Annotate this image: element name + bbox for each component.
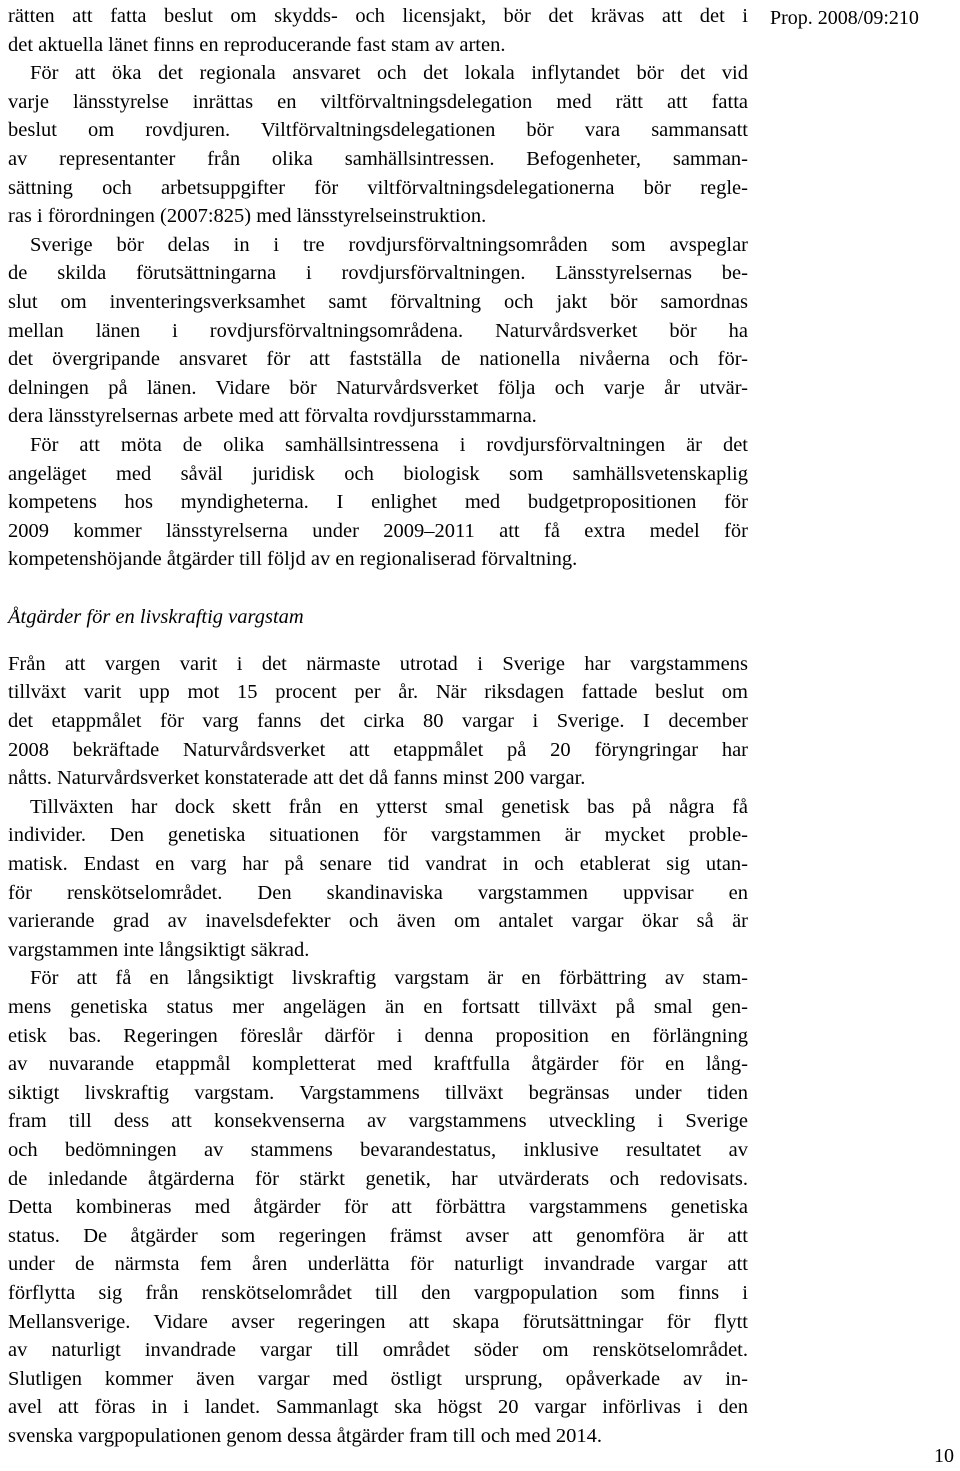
text-line: avel att föras in i landet. Sammanlagt ska högst 20 vargar införlivas i den <box>8 1396 748 1419</box>
text-line: mellan länen i rovdjursförvaltningsområdena. Naturvårdsverket bör ha <box>8 319 748 342</box>
text-line: För att få en långsiktigt livskraftig vargstam är en förbättring av stam- <box>30 967 748 990</box>
text-line: matisk. Endast en varg har på senare tid vandrat in och etablerat sig utan- <box>8 853 748 876</box>
text-line: För att möta de olika samhällsintressena i rovdjursförvaltningen är det <box>30 433 748 456</box>
text-line: förflytta sig från renskötselområdet till den vargpopulation som finns i <box>8 1281 748 1304</box>
text-line: svenska vargpopulationen genom dessa åtgärder fram till och med 2014. <box>8 1424 602 1447</box>
text-line: och bedömningen av stammens bevarandestatus, inklusive resultatet av <box>8 1138 748 1161</box>
text-line: rätten att fatta beslut om skydds- och licensjakt, bör det krävas att det i <box>8 5 748 27</box>
text-line: fram till dess att konsekvenserna av vargstammens utveckling i Sverige <box>8 1110 748 1133</box>
text-line: vargstammen inte långsiktigt säkrad. <box>8 938 310 961</box>
text-line: det etappmålet för varg fanns det cirka 80 vargar i Sverige. I december <box>8 710 748 733</box>
text-line: de inledande åtgärderna för stärkt genetik, har utvärderats och redovisats. <box>8 1167 748 1190</box>
text-line: Mellansverige. Vidare avser regeringen att skapa förutsättningar för flytt <box>8 1310 748 1333</box>
text-line: det övergripande ansvaret för att fastställa de nationella nivåerna och för- <box>8 348 748 371</box>
text-line: Tillväxten har dock skett från en ytterst smal genetisk bas på några få <box>30 795 748 818</box>
section-heading: Åtgärder för en livskraftig vargstam <box>8 605 304 628</box>
text-line: angeläget med såväl juridisk och biologisk som samhällsvetenskaplig <box>8 462 748 485</box>
text-line: tillväxt varit upp mot 15 procent per år. När riksdagen fattade beslut om <box>8 681 748 704</box>
text-line: sättning och arbetsuppgifter för viltförvaltningsdelegationerna bör regle- <box>8 176 748 199</box>
text-line: kompetens hos myndigheterna. I enlighet med budgetpropositionen för <box>8 491 748 514</box>
text-line: nåtts. Naturvårdsverket konstaterade att det då fanns minst 200 vargar. <box>8 767 586 790</box>
text-line: dera länsstyrelsernas arbete med att förvalta rovdjursstammarna. <box>8 405 537 428</box>
text-line: de skilda förutsättningarna i rovdjursförvaltningen. Länsstyrelsernas be- <box>8 262 748 285</box>
text-line: siktigt livskraftig vargstam. Vargstammens tillväxt begränsas under tiden <box>8 1081 748 1104</box>
text-line: etisk bas. Regeringen föreslår därför i denna proposition en förlängning <box>8 1024 748 1047</box>
text-line: 2009 kommer länsstyrelserna under 2009–2011 att få extra medel för <box>8 519 748 542</box>
text-line: av representanter från olika samhällsintressen. Befogenheter, samman- <box>8 147 748 170</box>
text-line: av naturligt invandrade vargar till området söder om renskötselområdet. <box>8 1339 748 1362</box>
text-line: av nuvarande etappmål kompletterat med kraftfulla åtgärder för en lång- <box>8 1053 748 1076</box>
text-line: status. De åtgärder som regeringen främst avser att genomföra är att <box>8 1224 748 1247</box>
page-number: 10 <box>934 1445 954 1467</box>
text-line: ras i förordningen (2007:825) med länsstyrelseinstruktion. <box>8 205 487 228</box>
text-line: För att öka det regionala ansvaret och det lokala inflytandet bör det vid <box>30 62 748 85</box>
text-line: Från att vargen varit i det närmaste utrotad i Sverige har vargstammens <box>8 652 748 675</box>
text-line: varje länsstyrelse inrättas en viltförvaltningsdelegation med rätt att fatta <box>8 90 748 113</box>
text-line: Detta kombineras med åtgärder för att förbättra vargstammens genetiska <box>8 1196 748 1219</box>
text-line: 2008 bekräftade Naturvårdsverket att etappmålet på 20 föryngringar har <box>8 738 748 761</box>
text-line: för renskötselområdet. Den skandinaviska vargstammen uppvisar en <box>8 881 748 904</box>
text-line: kompetenshöjande åtgärder till följd av en regionaliserad förvaltning. <box>8 548 578 571</box>
proposition-reference: Prop. 2008/09:210 <box>770 7 919 29</box>
text-line: mens genetiska status mer angelägen än en fortsatt tillväxt på smal gen- <box>8 996 748 1018</box>
text-line: beslut om rovdjuren. Viltförvaltningsdelegationen bör vara sammansatt <box>8 119 748 142</box>
text-line: det aktuella länet finns en reproducerande fast stam av arten. <box>8 33 506 56</box>
text-line: varierande grad av inavelsdefekter och även om antalet vargar ökar så är <box>8 910 748 933</box>
text-line: Slutligen kommer även vargar med östligt ursprung, opåverkade av in- <box>8 1367 748 1390</box>
text-line: Sverige bör delas in i tre rovdjursförvaltningsområden som avspeglar <box>30 233 748 256</box>
text-line: individer. Den genetiska situationen för vargstammen är mycket proble- <box>8 824 748 847</box>
text-line: delningen på länen. Vidare bör Naturvårdsverket följa och varje år utvär- <box>8 376 748 399</box>
body-text <box>8 2 748 1451</box>
text-line: slut om inventeringsverksamhet samt förvaltning och jakt bör samordnas <box>8 290 748 313</box>
text-line: under de närmsta fem åren underlätta för naturligt invandrade vargar att <box>8 1253 748 1276</box>
